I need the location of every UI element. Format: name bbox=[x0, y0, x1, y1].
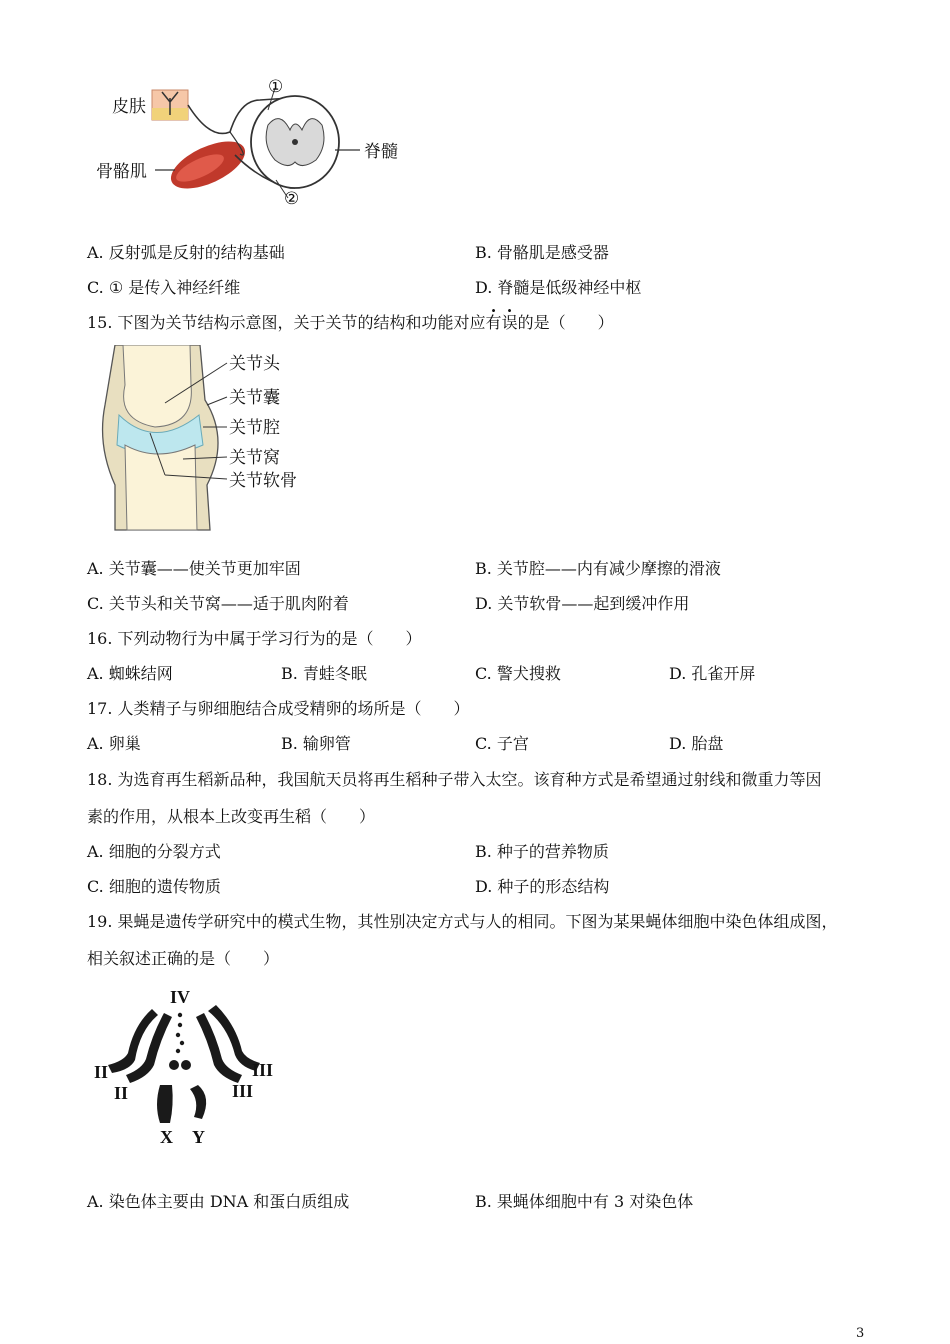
q15-option-b: B. 关节腔——内有减少摩擦的滑液 bbox=[475, 559, 721, 578]
marker-1-label: ① bbox=[268, 77, 284, 97]
q19-option-a: A. 染色体主要由 DNA 和蛋白质组成 bbox=[87, 1192, 350, 1211]
q17-option-b: B. 输卵管 bbox=[281, 734, 351, 753]
chromosome-iv-label: IV bbox=[170, 987, 191, 1007]
page-number: 3 bbox=[856, 1326, 865, 1341]
q15-option-c: C. 关节头和关节窝——适于肌肉附着 bbox=[87, 594, 349, 613]
q15-emphasis-wu: 误 bbox=[501, 313, 518, 332]
skeletal-muscle-label: 骨骼肌 bbox=[96, 162, 147, 182]
chromosome-y-label: Y bbox=[192, 1127, 205, 1147]
chromosome-ii-label-b: II bbox=[114, 1083, 129, 1103]
q18-option-a: A. 细胞的分裂方式 bbox=[87, 842, 221, 861]
q17-stem: 17. 人类精子与卵细胞结合成受精卵的场所是（ ） bbox=[87, 699, 470, 718]
chromosome-figure bbox=[90, 985, 290, 1150]
q14-option-c: C. ① 是传入神经纤维 bbox=[87, 278, 241, 297]
joint-socket-label: 关节窝 bbox=[229, 448, 280, 468]
q17-option-d: D. 胎盘 bbox=[669, 734, 724, 753]
q17-option-a: A. 卵巢 bbox=[87, 734, 141, 753]
chromosome-iii-label-b: III bbox=[232, 1081, 254, 1101]
joint-cavity-label: 关节腔 bbox=[229, 418, 280, 438]
q17-option-c: C. 子宫 bbox=[475, 734, 529, 753]
q18-stem-line1: 18. 为选育再生稻新品种，我国航天员将再生稻种子带入太空。该育种方式是希望通过射线和微重力等因 bbox=[87, 770, 822, 789]
joint-cartilage-label: 关节软骨 bbox=[229, 471, 297, 491]
q15-emphasis-you: 有 bbox=[485, 313, 502, 332]
q19-option-b: B. 果蝇体细胞中有 3 对染色体 bbox=[475, 1192, 694, 1211]
q16-option-c: C. 警犬搜救 bbox=[475, 664, 561, 683]
spinal-cord-label: 脊髓 bbox=[364, 142, 398, 162]
q18-option-d: D. 种子的形态结构 bbox=[475, 877, 610, 896]
q14-option-d: D. 脊髓是低级神经中枢 bbox=[475, 278, 642, 297]
joint-head-label: 关节头 bbox=[229, 354, 280, 374]
chromosome-x-label: X bbox=[160, 1127, 173, 1147]
q15-stem: 15. 下图为关节结构示意图，关于关节的结构和功能对应有误的是（ ） bbox=[87, 313, 614, 332]
q18-stem-line2: 素的作用，从根本上改变再生稻（ ） bbox=[87, 807, 376, 826]
q16-stem: 16. 下列动物行为中属于学习行为的是（ ） bbox=[87, 629, 422, 648]
skin-label: 皮肤 bbox=[112, 97, 146, 117]
q16-option-d: D. 孔雀开屏 bbox=[669, 664, 756, 683]
q14-option-a: A. 反射弧是反射的结构基础 bbox=[87, 243, 285, 262]
q14-option-b: B. 骨骼肌是感受器 bbox=[475, 243, 609, 262]
q18-option-b: B. 种子的营养物质 bbox=[475, 842, 609, 861]
q19-stem-line1: 19. 果蝇是遗传学研究中的模式生物，其性别决定方式与人的相同。下图为某果蝇体细胞中染色体组成图， bbox=[87, 912, 838, 931]
q16-option-a: A. 蜘蛛结网 bbox=[87, 664, 173, 683]
q16-option-b: B. 青蛙冬眠 bbox=[281, 664, 367, 683]
q18-option-c: C. 细胞的遗传物质 bbox=[87, 877, 221, 896]
chromosome-ii-label-a: II bbox=[94, 1062, 109, 1082]
joint-figure bbox=[95, 345, 325, 535]
q19-stem-line2: 相关叙述正确的是（ ） bbox=[87, 949, 280, 968]
reflex-arc-figure bbox=[90, 70, 420, 220]
chromosome-iii-label-a: III bbox=[252, 1060, 274, 1080]
q15-option-a: A. 关节囊——使关节更加牢固 bbox=[87, 559, 301, 578]
marker-2-label: ② bbox=[284, 189, 300, 209]
joint-capsule-label: 关节囊 bbox=[229, 388, 280, 408]
q15-option-d: D. 关节软骨——起到缓冲作用 bbox=[475, 594, 690, 613]
